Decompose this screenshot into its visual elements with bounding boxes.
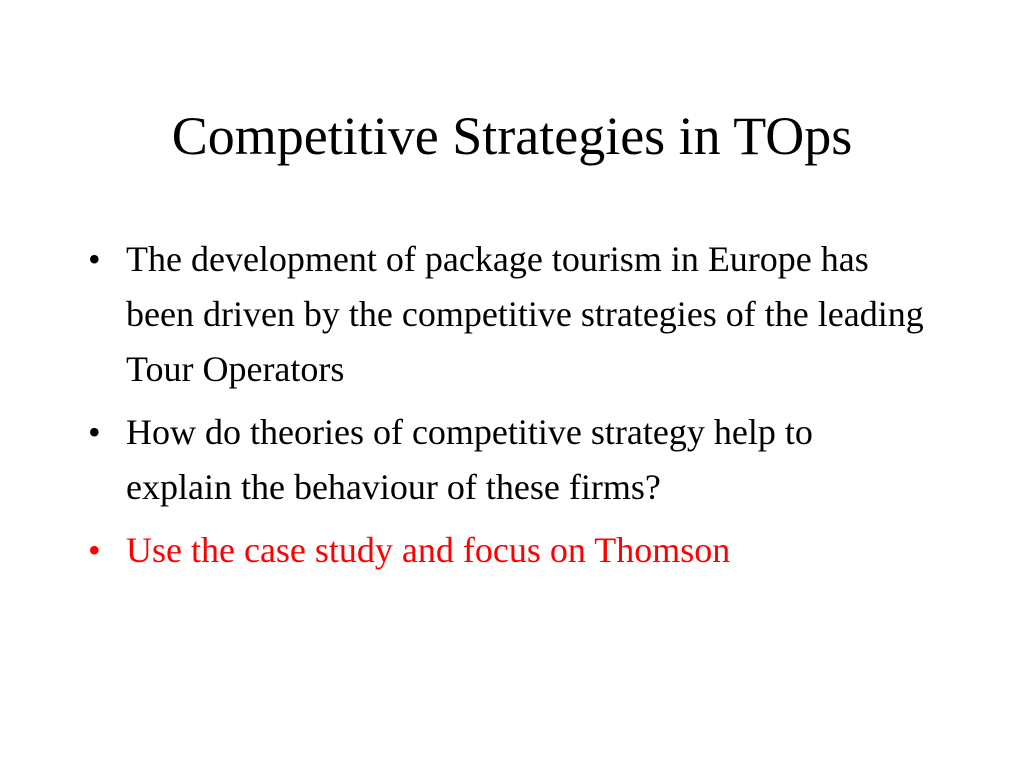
slide-title: Competitive Strategies in TOps	[171, 106, 853, 166]
bullet-icon: •	[88, 530, 101, 570]
bullet-item	[88, 405, 926, 515]
bullet-text: Use the case study and focus on Thomson	[126, 530, 731, 570]
bullet-icon: •	[88, 239, 101, 279]
bullet-text: The development of package tourism in Europe has been driven by the competitive strategies of the leading Tour Operators	[126, 239, 924, 389]
bullet-list	[88, 232, 926, 586]
bullet-item	[88, 232, 926, 397]
bullet-icon: •	[88, 412, 101, 452]
bullet-item-highlighted	[88, 523, 926, 578]
bullet-text: How do theories of competitive strategy help to explain the behaviour of these firms?	[126, 412, 813, 507]
